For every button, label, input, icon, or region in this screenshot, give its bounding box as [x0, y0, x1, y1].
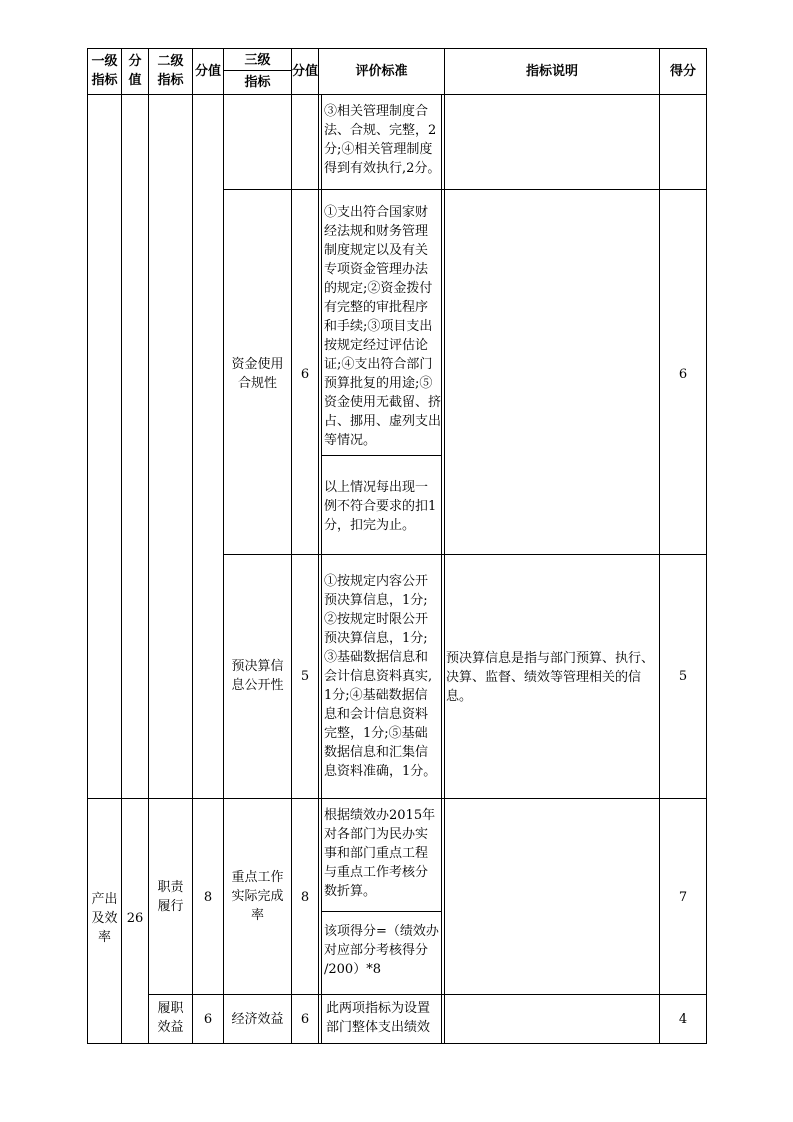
grid-line: [121, 48, 122, 1044]
criteria-formula-text: 该项得分=（绩效办 对应部分考核得分 /200）*8: [324, 924, 439, 977]
grid-line: [223, 70, 291, 71]
indicator-name: 重点工作 实际完成 率: [231, 870, 284, 923]
indicator-name: 经济效益: [231, 1012, 284, 1027]
header-score2: 分值: [194, 64, 221, 79]
indicator-name: 资金使用 合规性: [231, 357, 284, 391]
criteria-text: 此两项指标为设置 部门整体支出绩效: [326, 1001, 431, 1035]
grid-line: [148, 994, 707, 995]
header-score3: 分值: [292, 64, 319, 79]
header-level3-sub: 指标: [244, 75, 271, 90]
grid-line: [321, 95, 322, 190]
header-level1: 一级 指标: [91, 54, 118, 88]
grid-line: [321, 799, 322, 995]
grid-line: [444, 48, 445, 1044]
indicator-score: 8: [300, 890, 310, 905]
criteria-deduction-text: 以上情况每出现一 例不符合要求的扣1 分，扣完为止。: [324, 480, 437, 533]
header-level2: 二级 指标: [157, 54, 184, 88]
indicator-score: 6: [300, 1012, 310, 1027]
grid-line: [87, 48, 707, 49]
level1-score: 26: [126, 911, 144, 926]
indicator-score: 5: [300, 669, 310, 684]
grid-line: [321, 455, 442, 456]
grid-line: [706, 48, 707, 1044]
grid-line: [223, 189, 707, 190]
score-value: 6: [678, 367, 688, 382]
grid-line: [321, 911, 442, 912]
grid-line: [87, 1043, 707, 1044]
criteria-text: ③相关管理制度合 法、合规、完整，2 分;④相关管理制度 得到有效执行,2分。: [324, 104, 441, 176]
level2-name: 职责 履行: [157, 880, 184, 914]
header-explain: 指标说明: [525, 64, 578, 79]
score-value: 7: [678, 890, 688, 905]
header-result: 得分: [669, 64, 696, 79]
level2-score: 8: [203, 890, 213, 905]
grid-line: [87, 94, 707, 95]
criteria-text: 根据绩效办2015年 对各部门为民办实 事和部门重点工程 与重点工作考核分 数折算。: [324, 808, 436, 899]
level2-name: 履职 效益: [157, 1001, 184, 1035]
grid-line: [321, 995, 322, 1044]
indicator-name: 预决算信 息公开性: [231, 659, 284, 693]
score-value: 5: [678, 669, 688, 684]
level2-score: 6: [203, 1012, 213, 1027]
criteria-text: ①按规定内容公开 预决算信息，1分; ②按规定时限公开 预决算信息，1分; ③基础数据信息和 会计信息资料真实, 1分;④基础数据信 息和会计信息资料 完整，1分;⑤基础 数据信息和汇集信 息资料准确，1分。: [324, 574, 437, 779]
grid-line: [87, 798, 707, 799]
header-score1: 分 值: [128, 54, 142, 88]
explain-text: 预决算信息是指与部门预算、执行、 决算、监督、绩效等管理相关的信 息。: [446, 651, 655, 704]
level1-name: 产出 及效 率: [91, 892, 118, 945]
indicator-score: 6: [300, 367, 310, 382]
criteria-text: ①支出符合国家财 经法规和财务管理 制度规定以及有关 专项资金管理办法 的规定;②资金拨付 有完整的审批程序 和手续;③项目支出 按规定经过评估论 证;④支出符合部门 预算批复的用途;⑤ 资金使用无截留、挤 占、挪用、虚列支出 等情况。: [324, 205, 442, 448]
grid-line: [223, 554, 707, 555]
header-level3: 三级: [244, 53, 271, 68]
grid-line: [318, 48, 319, 1044]
grid-line: [321, 555, 322, 799]
grid-line: [321, 190, 322, 555]
score-value: 4: [678, 1012, 688, 1027]
header-criteria: 评价标准: [355, 64, 408, 79]
